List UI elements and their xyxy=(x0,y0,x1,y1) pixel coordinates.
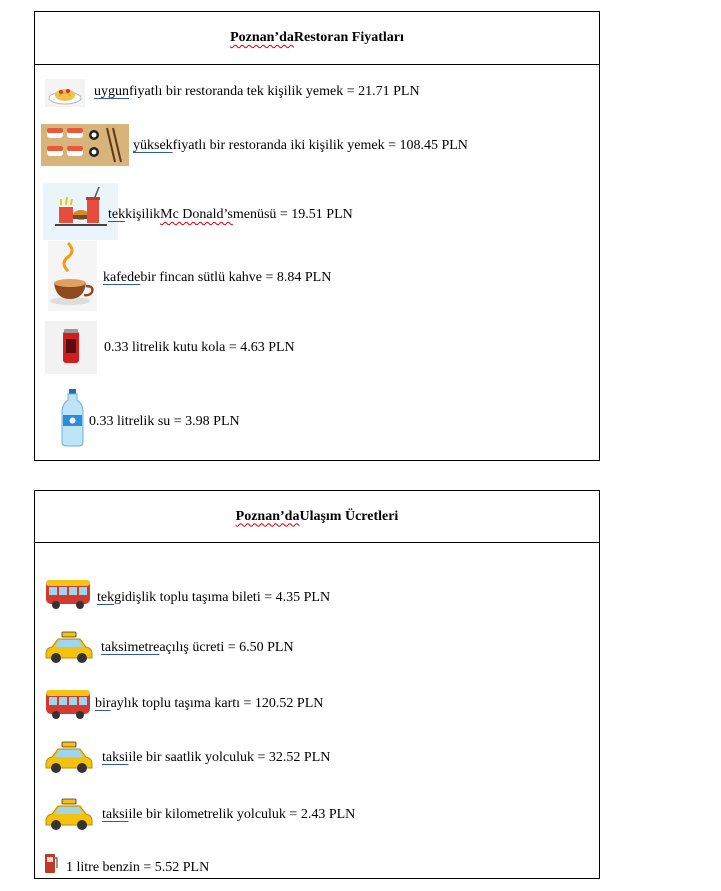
taxi-icon xyxy=(42,797,96,833)
sushi-icon xyxy=(41,124,129,166)
restaurant-row-3 xyxy=(103,269,331,287)
water-bottle-icon xyxy=(60,389,85,447)
transport-row-2-text: aylık toplu taşıma kartı = 120.52 PLN xyxy=(110,696,324,711)
transport-row-2 xyxy=(95,695,323,713)
restaurant-row-4 xyxy=(104,339,295,357)
spaghetti-plate-icon xyxy=(45,79,85,107)
fuel-pump-icon xyxy=(44,852,58,874)
transport-row-1-lead: taksimetre xyxy=(101,640,160,655)
restaurant-row-0-lead: uygun xyxy=(94,84,129,99)
bus-icon xyxy=(44,686,92,722)
restaurant-row-1-lead: yüksek xyxy=(133,138,173,153)
taxi-icon xyxy=(42,630,96,666)
transport-row-0-lead: tek xyxy=(97,590,115,605)
restaurant-row-1 xyxy=(133,137,468,155)
bus-icon xyxy=(44,576,92,612)
cola-can-icon xyxy=(45,321,97,374)
transport-row-2-lead: bir xyxy=(95,696,111,711)
transport-row-1-text: açılış ücreti = 6.50 PLN xyxy=(159,640,294,655)
transport-title-word: Poznan’da xyxy=(235,508,300,524)
restaurant-row-2-brand: Mc Donald’s xyxy=(160,207,233,222)
transport-row-0-text: gidişlik toplu taşıma bileti = 4.35 PLN xyxy=(114,590,331,605)
transport-row-5 xyxy=(66,859,209,877)
restaurant-row-3-lead: kafede xyxy=(103,270,141,285)
restaurant-row-5-text: 0.33 litrelik su = 3.98 PLN xyxy=(89,414,240,429)
taxi-icon xyxy=(42,740,96,776)
transport-row-5-text: 1 litre benzin = 5.52 PLN xyxy=(66,860,210,875)
restaurant-row-2-text: kişilik xyxy=(125,207,161,222)
transport-row-1 xyxy=(101,639,294,657)
transport-row-3 xyxy=(102,749,330,767)
transport-table-header xyxy=(35,491,599,543)
coffee-cup-icon xyxy=(48,241,97,311)
restaurant-row-0-text: fiyatlı bir restoranda tek kişilik yemek = 21.71 PLN xyxy=(129,84,420,99)
restaurant-row-2-tail: menüsü = 19.51 PLN xyxy=(232,207,353,222)
transport-row-4-text: ile bir kilometrelik yolculuk = 2.43 PLN xyxy=(128,807,356,822)
restaurant-prices-table xyxy=(34,11,600,461)
restaurant-table-header xyxy=(35,12,599,65)
transport-title-rest: Ulaşım Ücretleri xyxy=(299,508,399,524)
transport-row-4-lead: taksi xyxy=(102,807,129,822)
transport-row-0 xyxy=(97,589,330,607)
restaurant-row-2 xyxy=(108,206,353,224)
transport-row-3-lead: taksi xyxy=(102,750,129,765)
restaurant-row-3-text: bir fincan sütlü kahve = 8.84 PLN xyxy=(140,270,332,285)
restaurant-row-5 xyxy=(89,413,240,431)
fast-food-icon xyxy=(43,183,118,240)
restaurant-row-4-text: 0.33 litrelik kutu kola = 4.63 PLN xyxy=(104,340,295,355)
restaurant-row-1-text: fiyatlı bir restoranda iki kişilik yemek = 108.45 PLN xyxy=(172,138,468,153)
restaurant-row-2-lead: tek xyxy=(108,207,126,222)
transport-row-3-text: ile bir saatlik yolculuk = 32.52 PLN xyxy=(128,750,331,765)
transport-row-4 xyxy=(102,806,355,824)
restaurant-title-rest: Restoran Fiyatları xyxy=(293,30,404,45)
restaurant-title-word: Poznan’da xyxy=(230,30,294,45)
restaurant-row-0 xyxy=(94,83,420,101)
